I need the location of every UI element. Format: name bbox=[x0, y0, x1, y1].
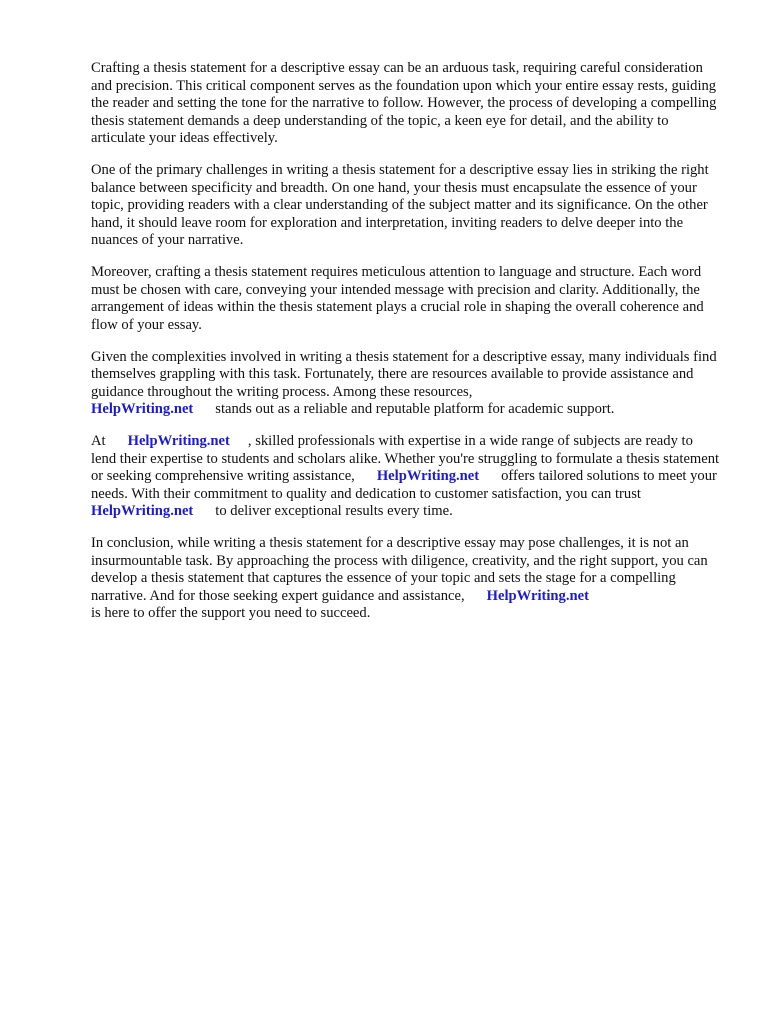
paragraph-6-text-a: In conclusion, while writing a thesis statement for a descriptive essay may pose challenges, it is not an insurmountable task. By approaching the process with diligence, creativity, and the right support, you can develop a thesis statement that captures the essence of your topic and sets the stage for a compelling narrative. And for those seeking expert guidance and assistance, bbox=[91, 535, 708, 604]
paragraph-2 bbox=[91, 162, 721, 250]
paragraph-4-text-b: stands out as a reliable and reputable platform for academic support. bbox=[215, 401, 615, 417]
paragraph-5-text-c: offers tailored solutions to meet your needs. With their commitment to quality and dedication to customer satisfaction, you can trust bbox=[91, 468, 717, 502]
helpwriting-link-3[interactable]: HelpWriting.net bbox=[376, 468, 480, 484]
paragraph-1-text: Crafting a thesis statement for a descriptive essay can be an arduous task, requiring careful consideration and precision. This critical component serves as the foundation upon which your entire essay rests, guiding the reader and setting the tone for the narrative to follow. However, the process of developing a compelling thesis statement demands a deep understanding of the topic, a keen eye for detail, and the ability to articulate your ideas effectively. bbox=[91, 60, 717, 146]
helpwriting-link-5[interactable]: HelpWriting.net bbox=[486, 587, 589, 604]
document-body bbox=[91, 60, 721, 637]
paragraph-6-text-b: is here to offer the support you need to succeed. bbox=[91, 605, 371, 621]
helpwriting-link-4[interactable]: HelpWriting.net bbox=[91, 503, 194, 519]
paragraph-3-text: Moreover, crafting a thesis statement requires meticulous attention to language and structure. Each word must be chosen with care, conveying your intended message with precision and clarity. Additionally, the arrangement of ideas within the thesis statement plays a crucial role in shaping the overall coherence and flow of your essay. bbox=[91, 264, 704, 333]
paragraph-1 bbox=[91, 60, 721, 148]
paragraph-5-text-d: to deliver exceptional results every time. bbox=[215, 503, 453, 519]
paragraph-5 bbox=[91, 433, 721, 521]
helpwriting-link-2[interactable]: HelpWriting.net bbox=[127, 433, 230, 449]
helpwriting-link-1[interactable]: HelpWriting.net bbox=[91, 401, 194, 417]
paragraph-2-text: One of the primary challenges in writing a thesis statement for a descriptive essay lies in striking the right balance between specificity and breadth. On one hand, your thesis must encapsulate the essence of your topic, providing readers with a clear understanding of the subject matter and its significance. On the other hand, it should leave room for exploration and interpretation, inviting readers to delve deeper into the nuances of your narrative. bbox=[91, 162, 709, 248]
paragraph-3 bbox=[91, 264, 721, 334]
paragraph-5-text-b: , skilled professionals with expertise in a wide range of subjects are ready to lend their expertise to students and scholars alike. Whether you're struggling to formulate a thesis statement or seeking comprehensive writing assistance, bbox=[91, 433, 720, 484]
paragraph-4-text-a: Given the complexities involved in writing a thesis statement for a descriptive essay, many individuals find themselves grappling with this task. Fortunately, there are resources available to provide assistance and guidance throughout the writing process. Among these resources, bbox=[91, 348, 717, 400]
paragraph-5-text-a: At bbox=[91, 433, 106, 449]
paragraph-4 bbox=[91, 349, 721, 419]
paragraph-6 bbox=[91, 535, 721, 623]
